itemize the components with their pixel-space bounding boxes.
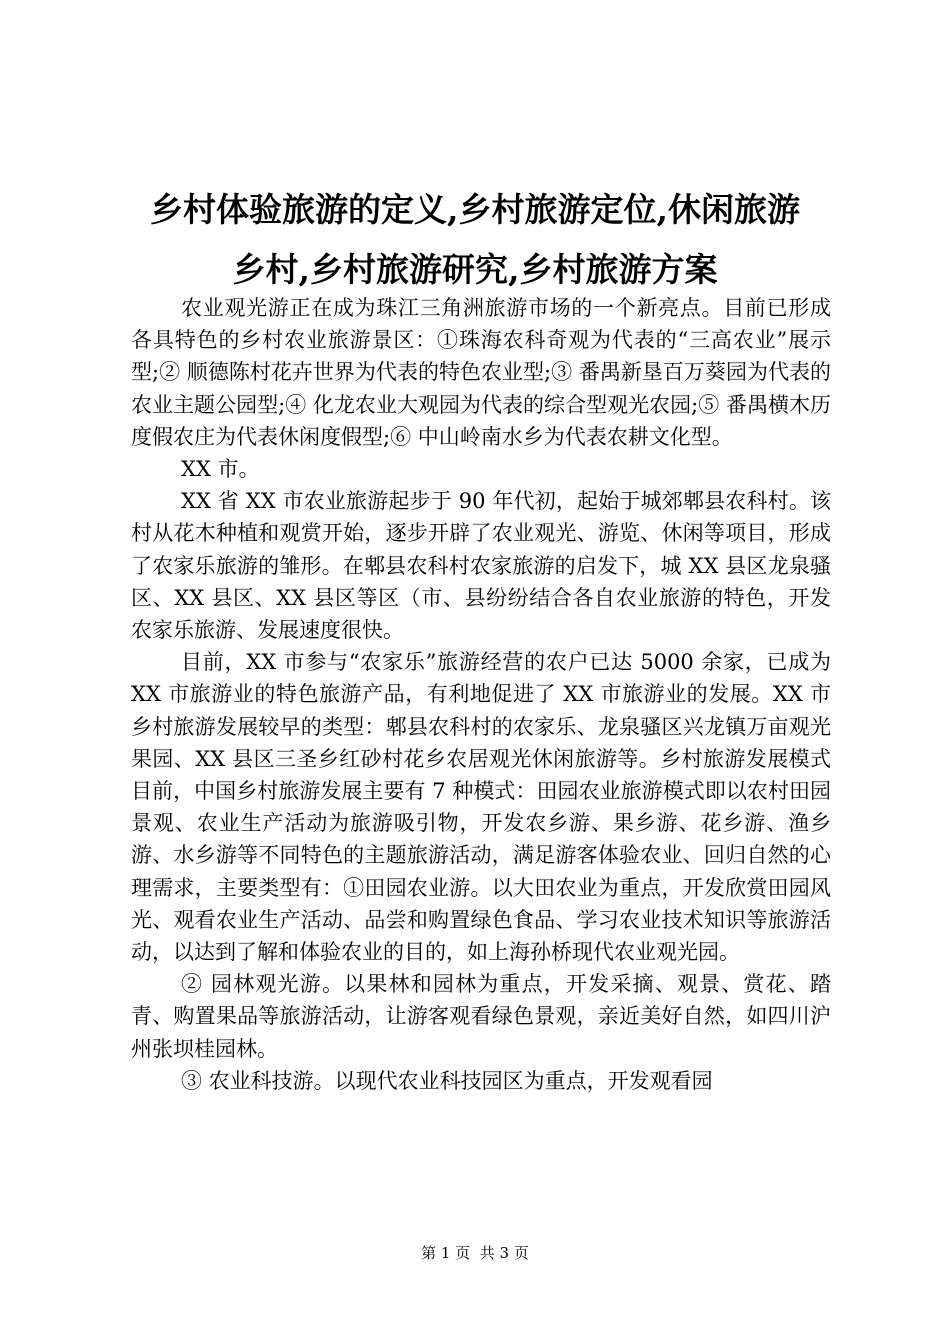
page-number: 第 1 页 共 3 页 xyxy=(421,1244,529,1262)
paragraph: XX 市。 xyxy=(181,457,260,482)
paragraph: ② 园林观光游。以果林和园林为重点，开发采摘、观景、赏花、踏青、购置果品等旅游活动，让游客观看绿色景观，亲近美好自然，如四川沪州张坝桂园林。 xyxy=(131,972,831,1061)
paragraph: 农业观光游正在成为珠江三角洲旅游市场的一个新亮点。目前已形成各具特色的乡村农业旅游景区：①珠海农科奇观为代表的“三高农业”展示型;② 顺德陈村花卉世界为代表的特色农业型;③ 番禺新垦百万葵园为代表的农业主题公园型;④ 化龙农业大观园为代表的综合型观光农园;⑤ 番禺横木历度假农庄为代表休闲度假型;⑥ 中山岭南水乡为代表农耕文化型。 xyxy=(131,296,831,449)
document-body xyxy=(131,292,831,1097)
title-line-2: 乡村,乡村旅游研究,乡村旅游方案 xyxy=(232,250,718,289)
paragraph: XX 省 XX 市农业旅游起步于 90 年代初，起始于城郊郫县农科村。该村从花木种植和观赏开始，逐步开辟了农业观光、游览、休闲等项目，形成了农家乐旅游的雏形。在郫县农科村农家旅游的启发下，城 XX 县区龙泉骚区、XX 县区、XX 县区等区（市、县纷纷结合各自农业旅游的特色，开发农家乐旅游、发展速度很快。 xyxy=(131,489,831,643)
page-footer xyxy=(0,1242,950,1263)
paragraph: ③ 农业科技游。以现代农业科技园区为重点，开发观看园 xyxy=(181,1068,713,1093)
paragraph: 目前，XX 市参与“农家乐”旅游经营的农户已达 5000 余家，已成为 XX 市旅游业的特色旅游产品，有利地促进了 XX 市旅游业的发展。XX 市乡村旅游发展较早的类型：郫县农科村的农家乐、龙泉骚区兴龙镇万亩观光果园、XX 县区三圣乡红砂村花乡农居观光休闲旅游等。乡村旅游发展模式目前，中国乡村旅游发展主要有 7 种模式：田园农业旅游模式即以农村田园景观、农业生产活动为旅游吸引物，开发农乡游、果乡游、花乡游、渔乡游、水乡游等不同特色的主题旅游活动，满足游客体验农业、回归自然的心理需求，主要类型有：①田园农业游。以大田农业为重点，开发欣赏田园风光、观看农业生产活动、品尝和购置绿色食品、学习农业技术知识等旅游活动，以达到了解和体验农业的目的，如上海孙桥现代农业观光园。 xyxy=(131,650,831,965)
title-line-1: 乡村体验旅游的定义,乡村旅游定位,休闲旅游 xyxy=(150,190,800,229)
document-title xyxy=(110,180,840,300)
